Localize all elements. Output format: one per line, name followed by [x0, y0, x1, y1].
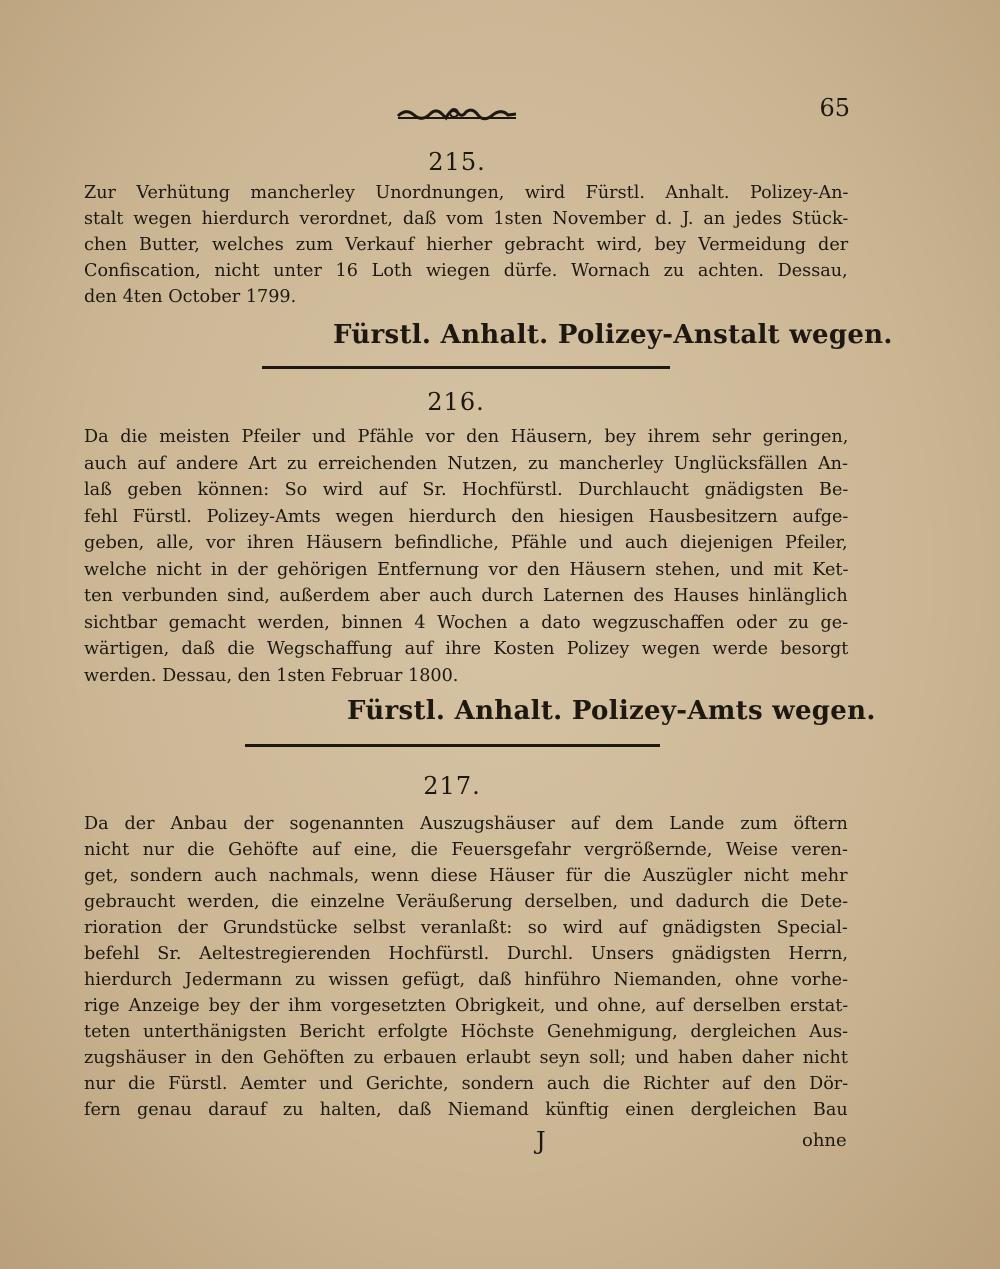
entry-215-signature: Fürstl. Anhalt. Polizey-Anstalt wegen.: [333, 320, 893, 350]
text-line: chen Butter, welches zum Verkauf hierher gebracht wird, bey Vermeidung der: [84, 235, 849, 255]
text-line: wärtigen, daß die Wegschaffung auf ihre Kosten Polizey wegen werde besorgt: [84, 639, 849, 659]
text-line: get, sondern auch nachmals, wenn diese Häuser für die Auszügler nicht mehr: [84, 866, 848, 886]
text-line: den 4ten October 1799.: [84, 287, 297, 307]
text-line: hierdurch Jedermann zu wissen gefügt, daß hinführo Niemanden, ohne vorhe-: [84, 970, 849, 990]
entry-216-signature: Fürstl. Anhalt. Polizey-Amts wegen.: [347, 696, 876, 726]
entry-number-217: 217.: [423, 772, 481, 800]
header-ornament-icon: [396, 104, 518, 122]
text-line: nur die Fürstl. Aemter und Gerichte, sondern auch die Richter auf den Dör-: [84, 1074, 849, 1094]
text-line: rioration der Grundstücke selbst veranlaßt: so wird auf gnädigsten Special-: [84, 918, 848, 938]
entry-216-text: [84, 424, 848, 689]
text-line: zugshäuser in den Gehöften zu erbauen erlaubt seyn soll; und haben daher nicht: [84, 1048, 848, 1068]
text-line: teten unterthänigsten Bericht erfolgte Höchste Genehmigung, dergleichen Aus-: [84, 1022, 849, 1042]
page-number: 65: [819, 94, 850, 122]
text-line: ten verbunden sind, außerdem aber auch durch Laternen des Hauses hinlänglich: [84, 586, 848, 606]
text-line: Da der Anbau der sogenannten Auszugshäuser auf dem Lande zum öftern: [84, 814, 848, 834]
text-line: sichtbar gemacht werden, binnen 4 Wochen a dato wegzuschaffen oder zu ge-: [84, 612, 849, 633]
text-line: auch auf andere Art zu erreichenden Nutzen, zu mancherley Unglücksfällen An-: [84, 453, 848, 474]
catchword: ohne: [802, 1130, 847, 1151]
text-line: Zur Verhütung mancherley Unordnungen, wird Fürstl. Anhalt. Polizey-An-: [84, 183, 849, 203]
text-line: Confiscation, nicht unter 16 Loth wiegen dürfe. Wornach zu achten. Dessau,: [84, 261, 848, 281]
entry-number-215: 215.: [428, 148, 486, 176]
signature-mark: J: [536, 1127, 546, 1155]
section-divider: [262, 366, 670, 369]
text-line: fehl Fürstl. Polizey-Amts wegen hierdurch den hiesigen Hausbesitzern aufge-: [84, 506, 849, 527]
text-line: laß geben können: So wird auf Sr. Hochfürstl. Durchlaucht gnädigsten Be-: [84, 480, 849, 500]
entry-217-text: [84, 811, 848, 1123]
text-line: werden. Dessau, den 1sten Februar 1800.: [84, 665, 459, 686]
entry-215-text: [84, 180, 848, 310]
entry-number-216: 216.: [427, 388, 485, 416]
text-line: stalt wegen hierdurch verordnet, daß vom 1sten November d. J. an jedes Stück-: [84, 209, 849, 229]
text-line: befehl Sr. Aeltestregierenden Hochfürstl. Durchl. Unsers gnädigsten Herrn,: [84, 944, 848, 964]
text-line: rige Anzeige bey der ihm vorgesetzten Obrigkeit, und ohne, auf derselben erstat-: [84, 996, 849, 1016]
text-line: geben, alle, vor ihren Häusern befindliche, Pfähle und auch diejenigen Pfeiler,: [84, 533, 848, 553]
text-line: fern genau darauf zu halten, daß Niemand künftig einen dergleichen Bau: [84, 1100, 848, 1120]
text-line: gebraucht werden, die einzelne Veräußerung derselben, und dadurch die Dete-: [84, 892, 849, 912]
text-line: nicht nur die Gehöfte auf eine, die Feuersgefahr vergrößernde, Weise veren-: [84, 840, 848, 860]
text-line: Da die meisten Pfeiler und Pfähle vor den Häusern, bey ihrem sehr geringen,: [84, 427, 849, 447]
text-line: welche nicht in der gehörigen Entfernung vor den Häusern stehen, und mit Ket-: [84, 559, 849, 580]
section-divider: [245, 744, 660, 747]
